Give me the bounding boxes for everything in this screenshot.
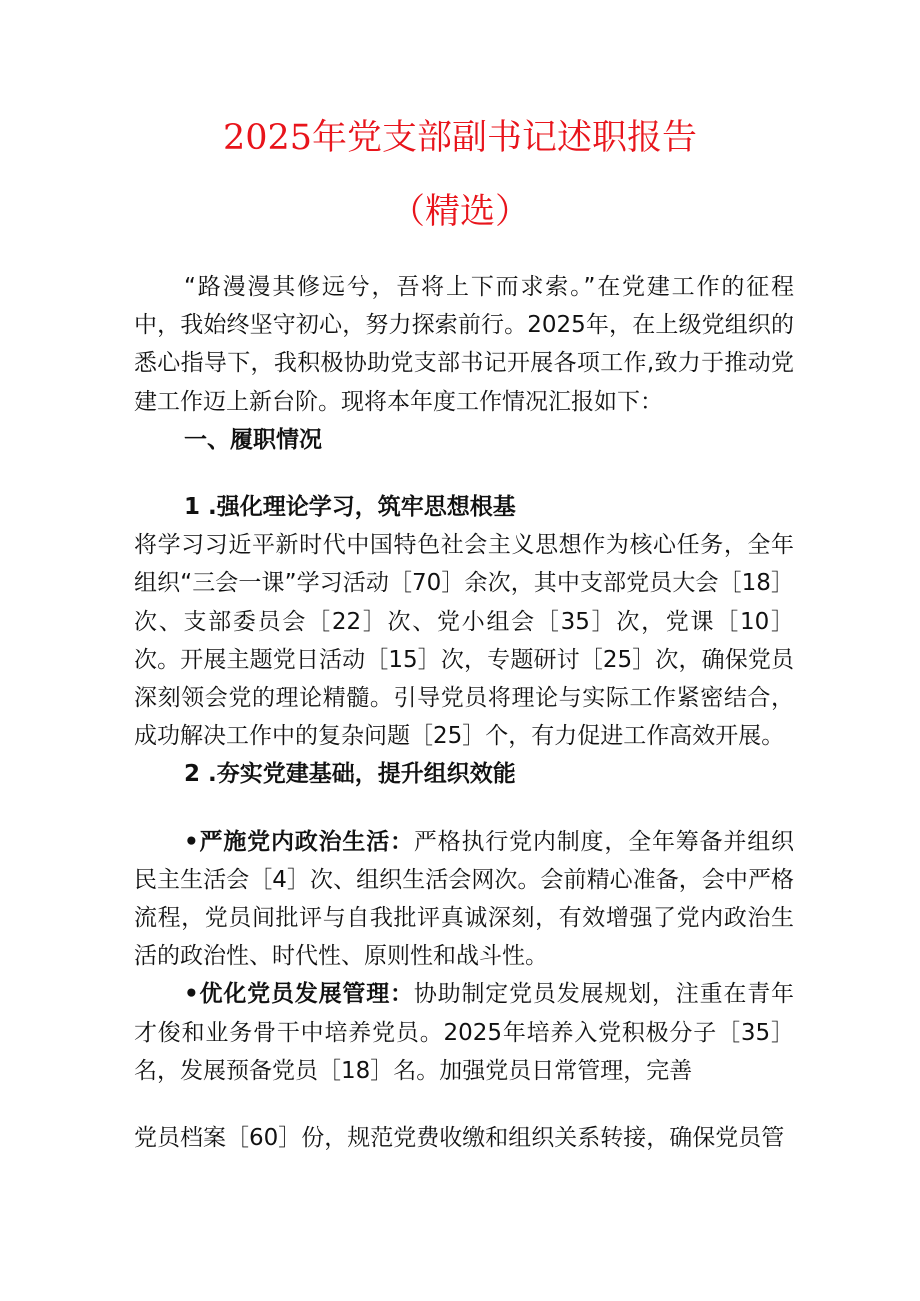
subsection-heading-2: 2 .夯实党建基础，提升组织效能 (184, 761, 516, 788)
document-title: 2025年党支部副书记述职报告 (222, 118, 698, 158)
bullet-item-1 (134, 823, 794, 976)
continuation-paragraph: 党员档案［60］份，规范党费收缴和组织关系转接，确保党员管 (134, 1125, 785, 1152)
document-subtitle: （精选） (389, 192, 530, 232)
subsection-heading-1: 1 .强化理论学习，筑牢思想根基 (184, 494, 516, 521)
bullet-label-2: •优化党员发展管理： (184, 981, 414, 1008)
bullet-item-2 (134, 975, 794, 1090)
bullet-text-2: 协助制定党员发展规划，注重在青年才俊和业务骨干中培养党员。2025年培养入党积极分子［35］名，发展预备党员［18］名。加强党员日常管理，完善 (134, 981, 795, 1084)
spacer (134, 1090, 794, 1119)
subsection-body-1: 将学习习近平新时代中国特色社会主义思想作为核心任务，全年组织“三会一课”学习活动［70］余次，其中支部党员大会［18］次、支部委员会［22］次、党小组会［35］次，党课［10］次。开展主题党日活动［15］次，专题研讨［25］次，确保党员深刻领会党的理论精髓。引导党员将理论与实际工作紧密结合，成功解决工作中的复杂问题［25］个，有力促进工作高效开展。 (134, 532, 794, 750)
intro-paragraph: “路漫漫其修远兮，吾将上下而求索。”在党建工作的征程中，我始终坚守初心，努力探索前行。2025年，在上级党组织的悉心指导下，我积极协助党支部书记开展各项工作,致力于推动党建工作迈上新台阶。现将本年度工作情况汇报如下： (134, 274, 794, 415)
spacer (134, 459, 794, 488)
spacer (134, 794, 794, 823)
bullet-text-1: 严格执行党内制度，全年筹备并组织民主生活会［4］次、组织生活会网次。会前精心准备，会中严格流程，党员间批评与自我批评真诚深刻，有效增强了党内政治生活的政治性、时代性、原则性和战斗性。 (134, 828, 795, 970)
bullet-label-1: •严施党内政治生活： (184, 828, 414, 855)
document-body (134, 268, 794, 1157)
section-heading-1: 一、履职情况 (184, 426, 322, 453)
